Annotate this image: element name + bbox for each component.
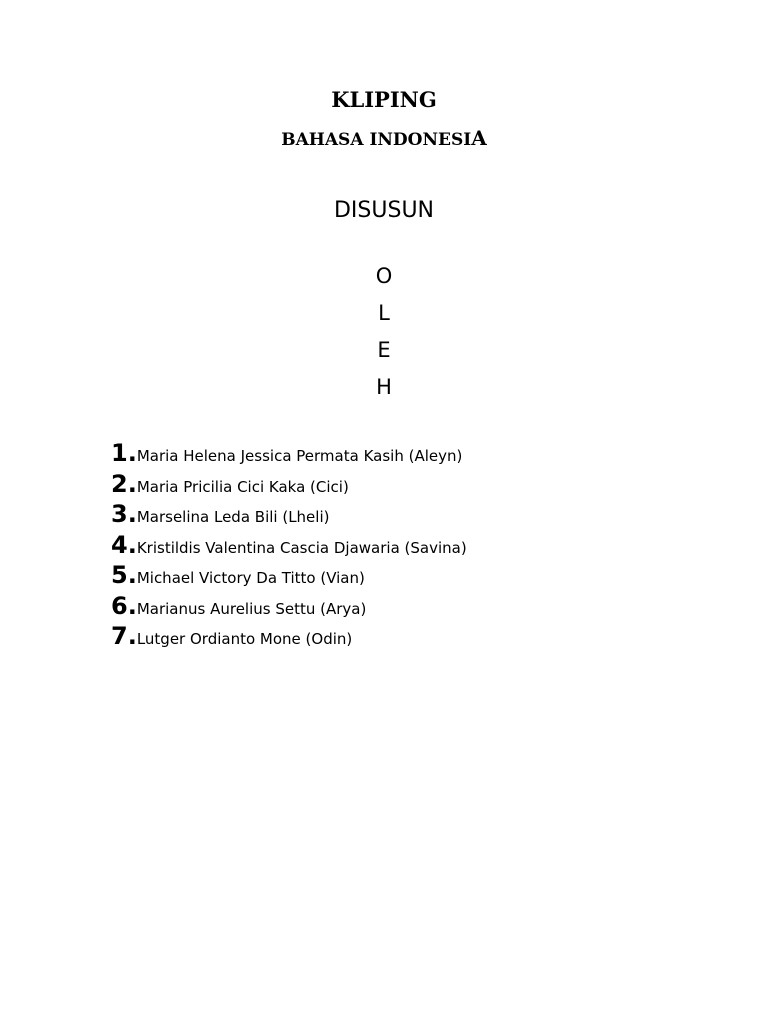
member-name: Marselina Leda Bili (Lheli) bbox=[136, 508, 330, 526]
member-number: 3. bbox=[111, 500, 137, 528]
oleh-letter: E bbox=[377, 338, 391, 362]
disusun-heading: DISUSUN bbox=[333, 198, 435, 223]
document-title: KLIPING bbox=[331, 87, 437, 112]
member-item bbox=[111, 621, 467, 652]
oleh-letter: L bbox=[378, 301, 390, 325]
oleh-vertical bbox=[0, 261, 768, 409]
member-number: 2. bbox=[111, 469, 137, 498]
member-name: Maria Pricilia Cici Kaka (Cici) bbox=[136, 477, 349, 496]
oleh-letter: O bbox=[375, 264, 393, 288]
member-number: 6. bbox=[111, 591, 137, 620]
member-number: 1. bbox=[111, 439, 137, 467]
subtitle-last-letter: A bbox=[471, 126, 487, 150]
member-item bbox=[111, 499, 467, 530]
member-name: Michael Victory Da Titto (Vian) bbox=[136, 569, 365, 587]
member-name: Lutger Ordianto Mone (Odin) bbox=[136, 630, 353, 648]
member-item bbox=[111, 591, 467, 622]
member-item bbox=[111, 469, 467, 500]
member-number: 5. bbox=[111, 561, 137, 589]
member-number: 7. bbox=[111, 622, 137, 650]
document-subtitle bbox=[0, 125, 768, 153]
subtitle-main: BAHASA INDONESI bbox=[281, 130, 472, 150]
member-name: Marianus Aurelius Settu (Arya) bbox=[136, 599, 367, 618]
member-item bbox=[111, 530, 467, 561]
member-name: Kristildis Valentina Cascia Djawaria (Savina) bbox=[136, 538, 467, 557]
member-name: Maria Helena Jessica Permata Kasih (Aleyn) bbox=[136, 447, 463, 465]
member-list bbox=[111, 438, 467, 652]
member-item bbox=[111, 560, 467, 591]
member-number: 4. bbox=[111, 530, 137, 559]
oleh-letter: H bbox=[376, 375, 392, 399]
member-item bbox=[111, 438, 467, 469]
